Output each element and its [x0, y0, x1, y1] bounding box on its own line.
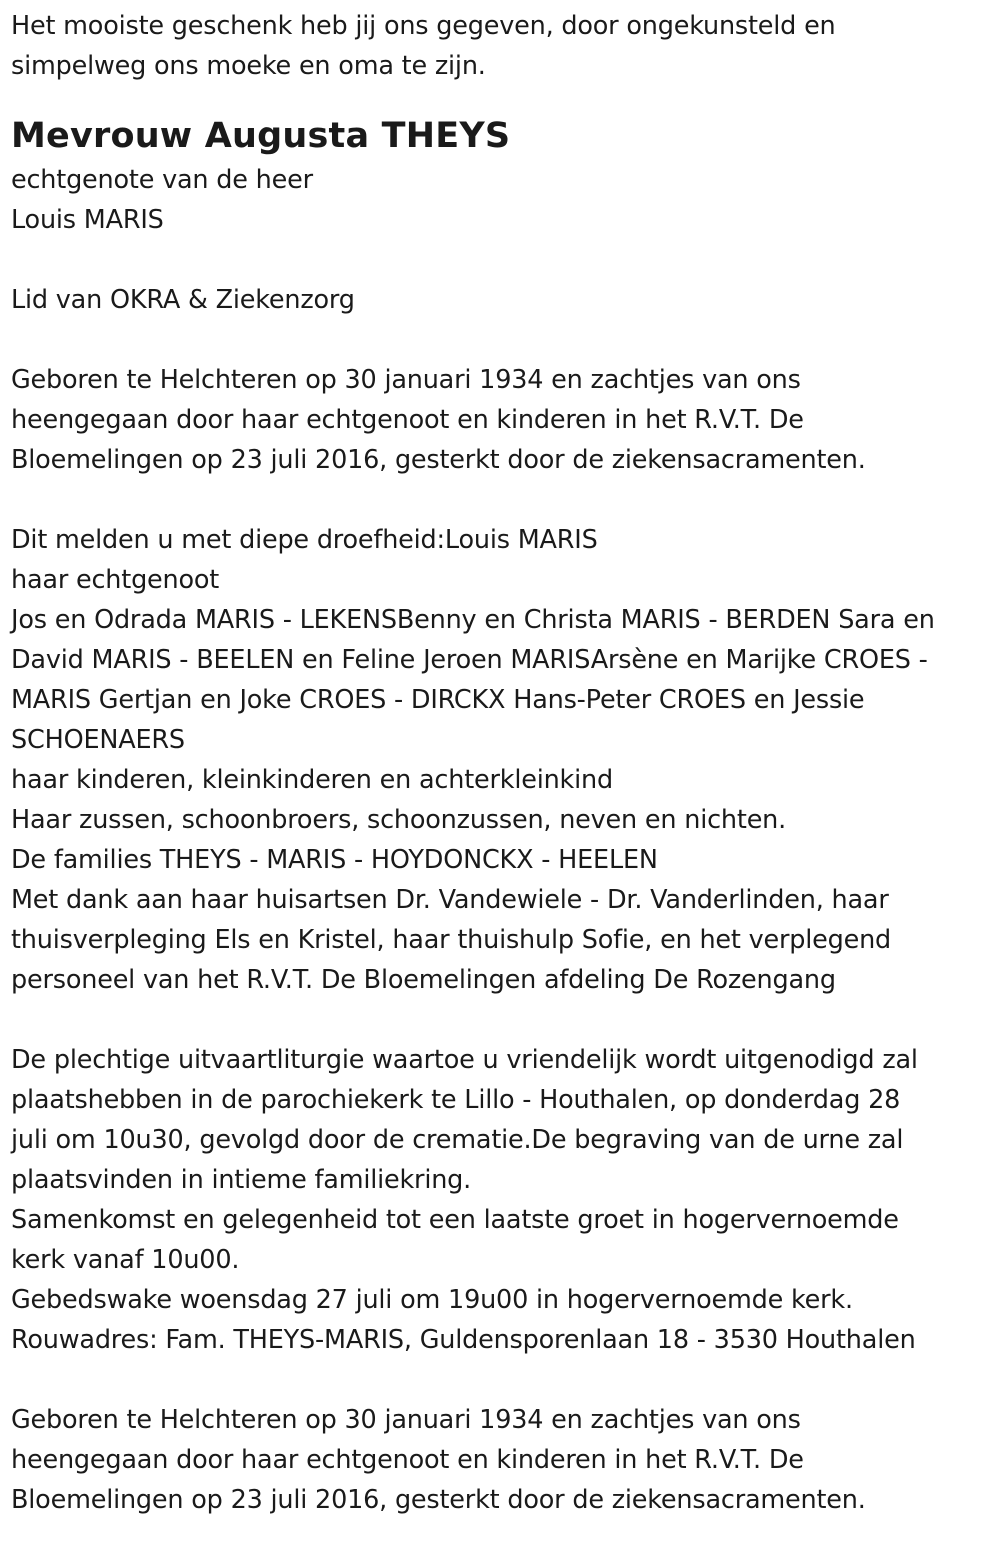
- announcement-line: SCHOENAERS: [11, 725, 185, 755]
- announcement-line: Dit melden u met diepe droefheid:Louis MARIS: [11, 525, 598, 555]
- funeral-line: plaatshebben in de parochiekerk te Lillo - Houthalen, op donderdag 28: [11, 1085, 901, 1115]
- funeral-line: Samenkomst en gelegenheid tot een laatste groet in hogervernoemde: [11, 1205, 899, 1235]
- announcement-line: haar echtgenoot: [11, 565, 220, 595]
- announcement-line: Jos en Odrada MARIS - LEKENSBenny en Christa MARIS - BERDEN Sara en: [11, 605, 935, 635]
- announcement-line: De families THEYS - MARIS - HOYDONCKX - HEELEN: [11, 845, 658, 875]
- quote-line: Het mooiste geschenk heb jij ons gegeven, door ongekunsteld en: [11, 11, 836, 41]
- funeral-line: juli om 10u30, gevolgd door de crematie.De begraving van de urne zal: [11, 1125, 904, 1155]
- spacer: [11, 240, 991, 280]
- funeral-line: Rouwadres: Fam. THEYS-MARIS, Guldensporenlaan 18 - 3530 Houthalen: [11, 1325, 916, 1355]
- funeral-line: plaatsvinden in intieme familiekring.: [11, 1165, 472, 1195]
- quote-line: simpelweg ons moeke en oma te zijn.: [11, 51, 486, 81]
- spacer: [11, 320, 991, 360]
- birth-death-repeat-line: Bloemelingen op 23 juli 2016, gesterkt door de ziekensacramenten.: [11, 1485, 866, 1515]
- obituary-text: [11, 6, 991, 1520]
- announcement-line: Met dank aan haar huisartsen Dr. Vandewiele - Dr. Vanderlinden, haar: [11, 885, 889, 915]
- birth-death-line: Geboren te Helchteren op 30 januari 1934 en zachtjes van ons: [11, 365, 801, 395]
- announcement-line: David MARIS - BEELEN en Feline Jeroen MARISArsène en Marijke CROES -: [11, 645, 928, 675]
- funeral-line: Gebedswake woensdag 27 juli om 19u00 in hogervernoemde kerk.: [11, 1285, 853, 1315]
- deceased-name: Mevrouw Augusta THEYS: [11, 116, 511, 156]
- funeral-line: kerk vanaf 10u00.: [11, 1245, 240, 1275]
- spacer: [11, 1360, 991, 1400]
- membership-line: Lid van OKRA & Ziekenzorg: [11, 285, 355, 315]
- announcement-line: haar kinderen, kleinkinderen en achterkleinkind: [11, 765, 613, 795]
- birth-death-line: heengegaan door haar echtgenoot en kinderen in het R.V.T. De: [11, 405, 804, 435]
- birth-death-repeat-line: heengegaan door haar echtgenoot en kinderen in het R.V.T. De: [11, 1445, 804, 1475]
- announcement-line: MARIS Gertjan en Joke CROES - DIRCKX Hans-Peter CROES en Jessie: [11, 685, 865, 715]
- funeral-line: De plechtige uitvaartliturgie waartoe u vriendelijk wordt uitgenodigd zal: [11, 1045, 918, 1075]
- spacer: [11, 480, 991, 520]
- announcement-line: thuisverpleging Els en Kristel, haar thuishulp Sofie, en het verplegend: [11, 925, 892, 955]
- spouse-line: Louis MARIS: [11, 205, 164, 235]
- spouse-line: echtgenote van de heer: [11, 165, 313, 195]
- spacer: [11, 86, 991, 114]
- birth-death-line: Bloemelingen op 23 juli 2016, gesterkt door de ziekensacramenten.: [11, 445, 866, 475]
- spacer: [11, 1000, 991, 1040]
- birth-death-repeat-line: Geboren te Helchteren op 30 januari 1934 en zachtjes van ons: [11, 1405, 801, 1435]
- announcement-line: Haar zussen, schoonbroers, schoonzussen, neven en nichten.: [11, 805, 787, 835]
- announcement-line: personeel van het R.V.T. De Bloemelingen afdeling De Rozengang: [11, 965, 836, 995]
